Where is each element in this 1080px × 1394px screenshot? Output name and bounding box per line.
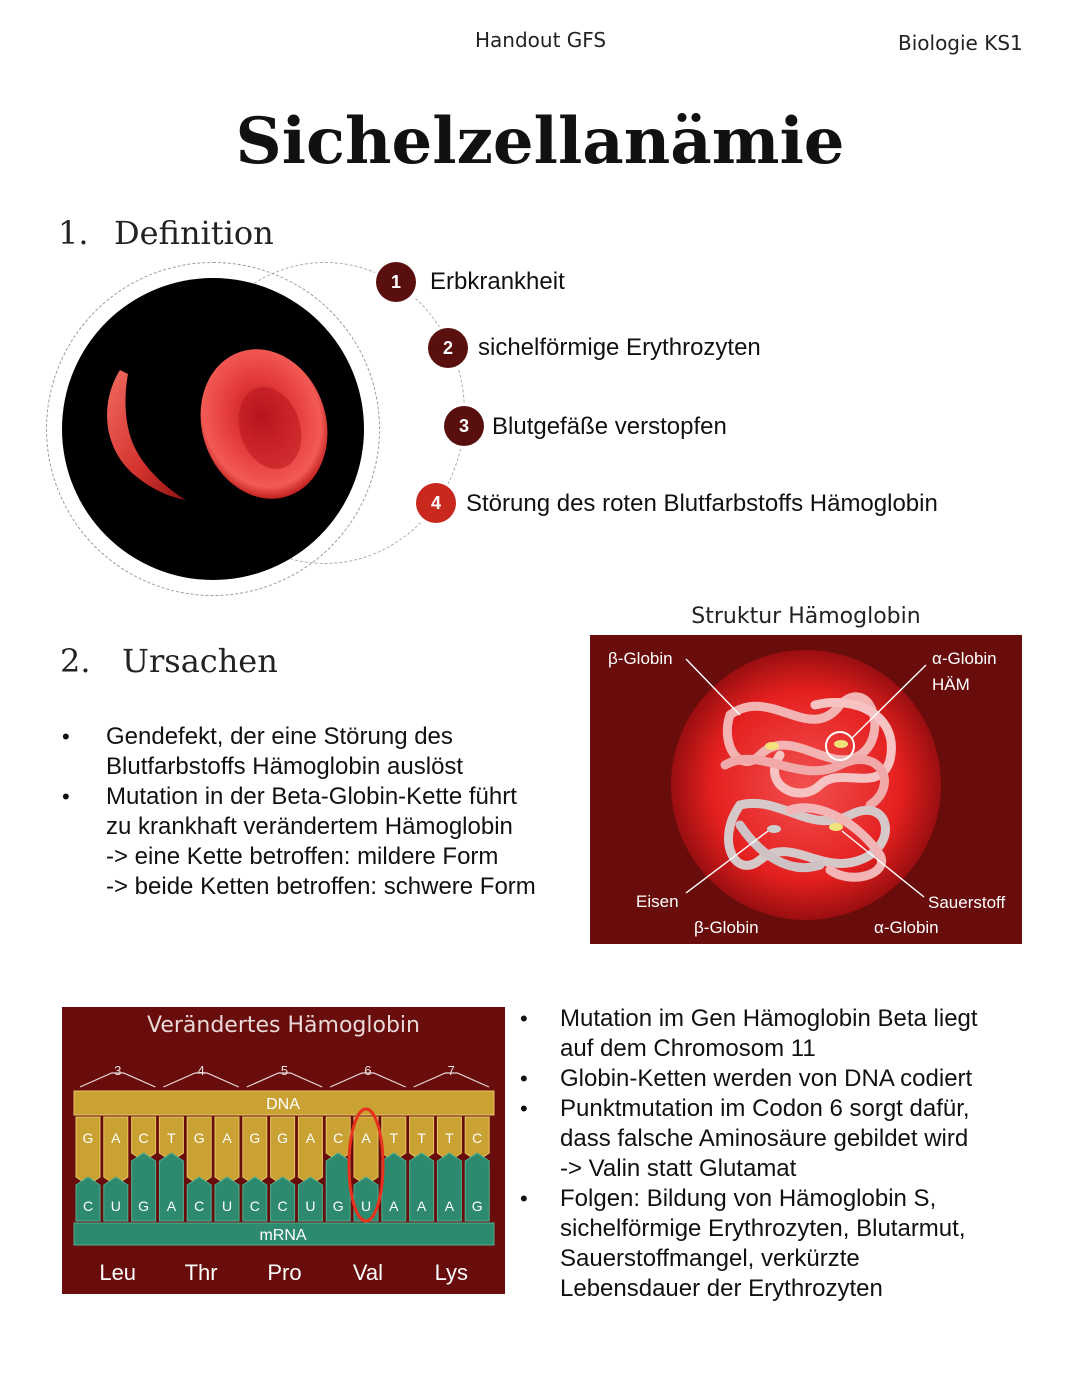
definition-item-4: Störung des roten Blutfarbstoffs Hämoglobin <box>466 490 938 517</box>
definition-item-3: Blutgefäße verstopfen <box>492 413 727 440</box>
list-number-badge-1: 1 <box>376 262 416 302</box>
dna-base-letter: G <box>193 1130 205 1146</box>
mrna-base-letter: G <box>138 1198 150 1214</box>
list-number-badge-4: 4 <box>416 483 456 523</box>
line: Lebensdauer der Erythrozyten <box>560 1275 883 1302</box>
causes-list <box>62 722 582 902</box>
list-number-badge-2: 2 <box>428 328 468 368</box>
amino-acid-label: Thr <box>184 1260 218 1285</box>
list-item <box>520 1064 1040 1094</box>
label-oxygen: Sauerstoff <box>928 893 1006 912</box>
dna-base <box>298 1117 322 1185</box>
dna-base <box>354 1117 378 1185</box>
section-number: 1. <box>58 214 89 252</box>
dna-base-letter: A <box>111 1130 121 1146</box>
dna-base-letter: A <box>222 1130 232 1146</box>
dna-base <box>243 1117 267 1185</box>
mrna-base-letter: A <box>444 1198 455 1214</box>
line: auf dem Chromosom 11 <box>560 1035 816 1062</box>
dna-base <box>271 1117 295 1185</box>
label-haem: HÄM <box>932 675 970 694</box>
dna-base-letter: C <box>333 1130 344 1146</box>
line: • Mutation im Gen Hämoglobin Beta liegt <box>560 1005 978 1032</box>
codon-number: 3 <box>114 1063 122 1078</box>
haem-group <box>765 742 779 750</box>
mrna-base-letter: U <box>221 1198 233 1214</box>
amino-acid-label: Leu <box>99 1260 137 1285</box>
line: -> beide Ketten betroffen: schwere Form <box>106 873 536 900</box>
amino-acid-label: Lys <box>434 1260 469 1285</box>
dna-base-letter: T <box>417 1130 426 1146</box>
mrna-base-letter: A <box>416 1198 427 1214</box>
amino-acid-label: Val <box>352 1260 383 1285</box>
dna-base-letter: C <box>138 1130 149 1146</box>
blood-cells-illustration <box>62 278 364 580</box>
line: • Folgen: Bildung von Hämoglobin S, <box>560 1185 937 1212</box>
mrna-base-letter: U <box>360 1198 372 1214</box>
line: • Mutation in der Beta-Globin-Kette führt <box>106 783 517 810</box>
dna-base <box>215 1117 239 1185</box>
codon-number: 6 <box>364 1063 372 1078</box>
mrna-base-letter: A <box>389 1198 399 1214</box>
mutation-text-list <box>520 1004 1040 1304</box>
dna-base-letter: G <box>277 1130 289 1146</box>
haem-group <box>767 825 781 833</box>
section-definition-heading <box>58 214 274 252</box>
label-iron: Eisen <box>636 892 679 911</box>
mrna-base-letter: A <box>166 1198 177 1214</box>
list-item <box>520 1094 1040 1184</box>
mrna-base-letter: C <box>194 1198 205 1214</box>
line: dass falsche Aminosäure gebildet wird <box>560 1125 969 1152</box>
section-title: Definition <box>114 214 274 252</box>
header-right: Biologie KS1 <box>898 31 1023 55</box>
mrna-base-letter: C <box>249 1198 260 1214</box>
dna-base-letter: T <box>389 1130 399 1146</box>
dna-base <box>187 1117 211 1185</box>
mutation-figure <box>62 1007 505 1294</box>
dna-mrna-diagram <box>62 1007 505 1294</box>
codon-number: 4 <box>197 1063 205 1078</box>
sickle-cell-shape <box>107 370 186 500</box>
line: -> eine Kette betroffen: mildere Form <box>106 843 499 870</box>
mrna-base-letter: U <box>110 1198 121 1214</box>
hemoglobin-caption: Struktur Hämoglobin <box>691 604 921 629</box>
mutation-figure-title: Verändertes Hämoglobin <box>147 1013 420 1038</box>
dna-base-letter: T <box>167 1130 176 1146</box>
list-item <box>520 1004 1040 1064</box>
dna-base-letter: C <box>472 1130 483 1146</box>
line: sichelförmige Erythrozyten, Blutarmut, <box>560 1215 966 1242</box>
label-alpha-globin-top: α-Globin <box>932 649 997 668</box>
mrna-base-letter: C <box>277 1198 288 1214</box>
section-number: 2. <box>60 642 91 680</box>
codon-number: 5 <box>280 1063 289 1078</box>
haem-group <box>834 740 848 748</box>
list-item <box>62 782 582 902</box>
line: -> Valin statt Glutamat <box>560 1155 797 1182</box>
dna-base-letter: A <box>305 1130 316 1146</box>
mrna-base-letter: C <box>82 1198 94 1214</box>
dna-base-letter: T <box>445 1130 454 1146</box>
definition-item-1: Erbkrankheit <box>430 268 565 295</box>
mrna-label: mRNA <box>259 1227 307 1244</box>
dna-base-letter: G <box>249 1130 261 1146</box>
haem-group <box>829 823 843 831</box>
line: • Globin-Ketten werden von DNA codiert <box>560 1065 973 1092</box>
header-center: Handout GFS <box>475 28 607 52</box>
dna-label: DNA <box>266 1096 300 1113</box>
dna-base <box>104 1117 128 1185</box>
label-beta-globin-bottom: β-Globin <box>694 918 759 937</box>
amino-acid-label: Pro <box>267 1260 302 1285</box>
definition-item-2: sichelförmige Erythrozyten <box>478 334 761 361</box>
line: • Gendefekt, der eine Störung des <box>106 723 453 750</box>
dna-base-letter: A <box>361 1130 371 1146</box>
codon-number: 7 <box>447 1063 455 1078</box>
section-causes-heading <box>60 642 278 680</box>
line: zu krankhaft verändertem Hämoglobin <box>106 813 513 840</box>
page-title: Sichelzellanämie <box>235 104 845 179</box>
line: • Punktmutation im Codon 6 sorgt dafür, <box>560 1095 970 1122</box>
list-number-badge-3: 3 <box>444 406 484 446</box>
list-item <box>62 722 582 782</box>
label-alpha-globin-bottom: α-Globin <box>874 918 939 937</box>
dna-base <box>76 1117 100 1185</box>
mrna-base-letter: G <box>332 1198 344 1214</box>
mrna-base-letter: G <box>471 1198 483 1214</box>
line: Sauerstoffmangel, verkürzte <box>560 1245 860 1272</box>
line: Blutfarbstoffs Hämoglobin auslöst <box>106 753 464 780</box>
mrna-base-letter: U <box>305 1198 316 1214</box>
list-item <box>520 1184 1040 1304</box>
section-title: Ursachen <box>122 642 278 680</box>
hemoglobin-structure-figure <box>590 635 1022 944</box>
dna-base-letter: G <box>82 1130 94 1146</box>
label-beta-globin-top: β-Globin <box>608 649 673 668</box>
red-blood-cells-image <box>62 278 364 580</box>
